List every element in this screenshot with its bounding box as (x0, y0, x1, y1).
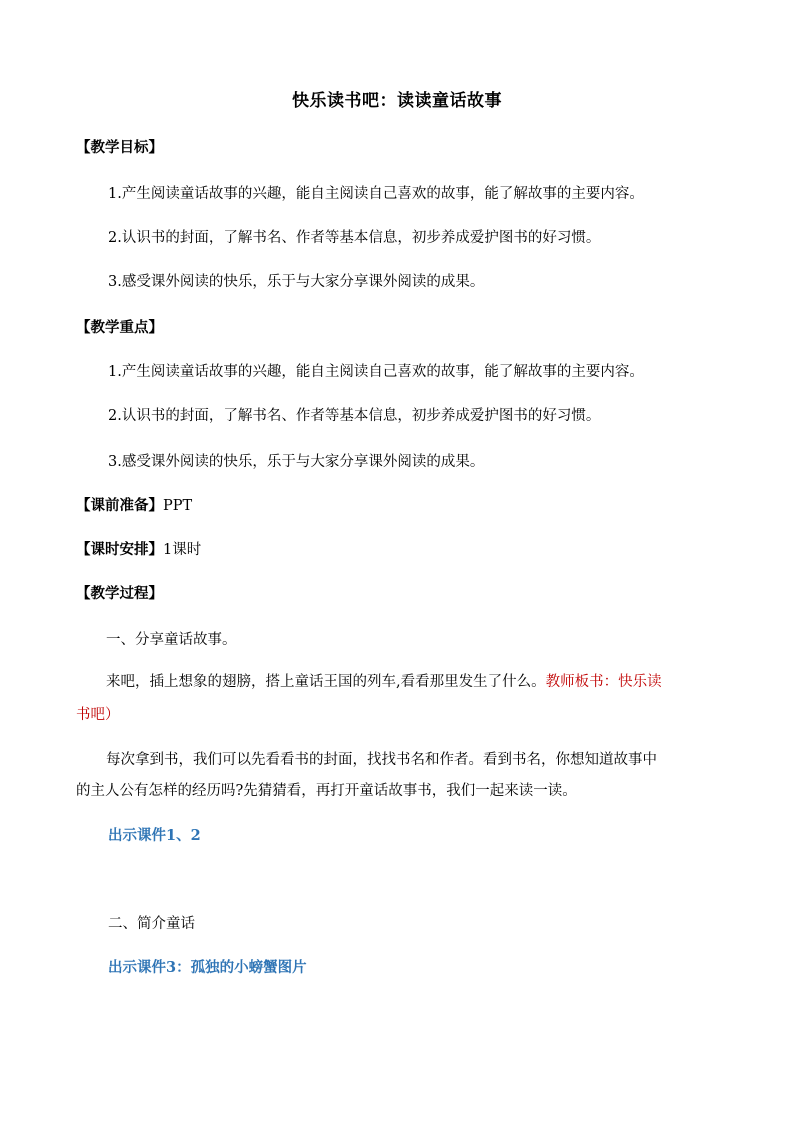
paragraph-2-line-1: 每次拿到书，我们可以先看看书的封面，找找书名和作者。看到书名，你想知道故事中 (106, 752, 657, 768)
key-points-heading: 【教学重点】 (76, 319, 163, 336)
key-point-item-2: 2.认识书的封面，了解书名、作者等基本信息，初步养成爱护图书的好习惯。 (108, 408, 601, 424)
key-point-item-3: 3.感受课外阅读的快乐，乐于与大家分享课外阅读的成果。 (108, 454, 485, 470)
paragraph-2-line-2: 的主人公有怎样的经历吗?先猜猜看，再打开童话故事书，我们一起来读一读。 (76, 783, 577, 799)
schedule-value: 1课时 (163, 542, 202, 558)
paragraph-1-text: 来吧，插上想象的翅膀，搭上童话王国的列车,看看那里发生了什么。 (106, 674, 546, 690)
key-point-item-1: 1.产生阅读童话故事的兴趣，能自主阅读自己喜欢的故事，能了解故事的主要内容。 (108, 364, 644, 380)
preparation-value: PPT (163, 498, 193, 514)
paragraph-1-line-2: 书吧） (76, 707, 120, 723)
goal-item-2: 2.认识书的封面，了解书名、作者等基本信息，初步养成爱护图书的好习惯。 (108, 230, 601, 246)
schedule-label: 【课时安排】 (76, 541, 163, 558)
goal-item-1: 1.产生阅读童话故事的兴趣，能自主阅读自己喜欢的故事，能了解故事的主要内容。 (108, 186, 644, 202)
goal-item-3: 3.感受课外阅读的快乐，乐于与大家分享课外阅读的成果。 (108, 274, 485, 290)
schedule-line (76, 538, 736, 559)
board-note-red: 教师板书：快乐读 (545, 674, 662, 690)
courseware-note-1: 出示课件1、2 (108, 827, 201, 844)
preparation-line (76, 494, 736, 515)
paragraph-1-line-1 (106, 670, 766, 691)
section-1-heading: 一、分享童话故事。 (106, 632, 237, 648)
preparation-label: 【课前准备】 (76, 497, 163, 514)
goals-heading: 【教学目标】 (76, 139, 163, 156)
courseware-note-2: 出示课件3：孤独的小螃蟹图片 (108, 959, 307, 976)
section-2-heading: 二、简介童话 (108, 916, 195, 932)
document-title: 快乐读书吧：读读童话故事 (292, 91, 502, 111)
process-heading: 【教学过程】 (76, 585, 163, 602)
